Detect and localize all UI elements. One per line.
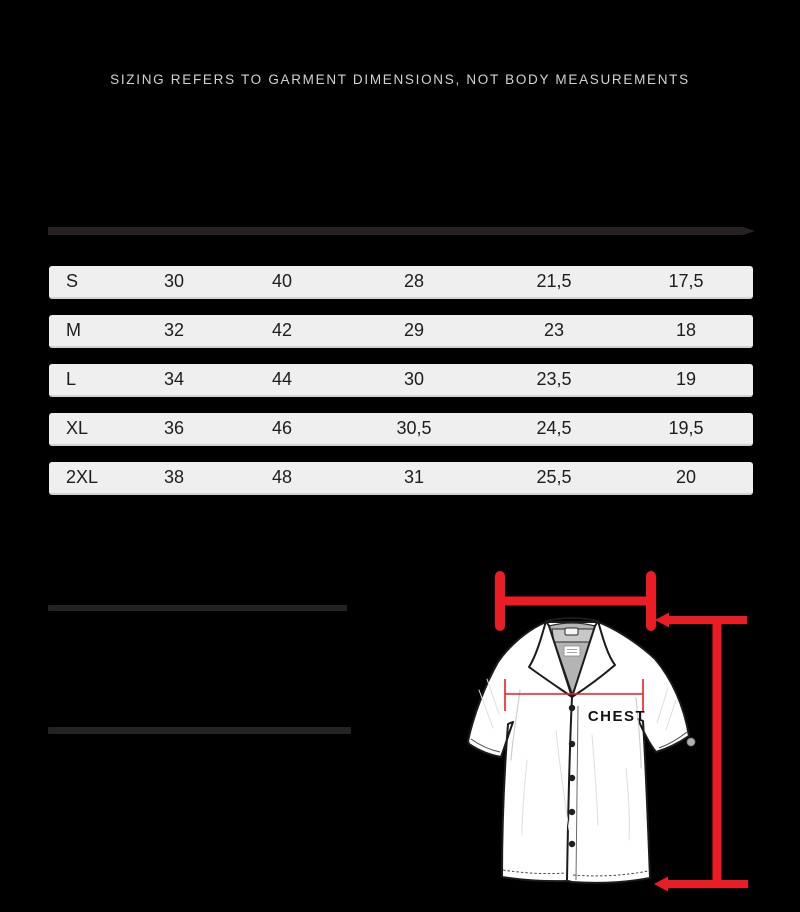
measurement-value: 44 bbox=[271, 369, 293, 389]
shirt-measurement-diagram bbox=[440, 560, 800, 912]
measurement-value: 34 bbox=[163, 369, 185, 389]
length-measure-line bbox=[654, 613, 748, 892]
table-top-divider bbox=[48, 227, 755, 235]
neck-label bbox=[564, 646, 580, 656]
button bbox=[569, 841, 575, 847]
hanging-loop bbox=[565, 628, 578, 635]
sizing-disclaimer-text: SIZING REFERS TO GARMENT DIMENSIONS, NOT BODY MEASUREMENTS bbox=[110, 72, 690, 87]
measurement-value: 42 bbox=[271, 320, 293, 340]
measurement-value: 48 bbox=[271, 467, 293, 487]
button bbox=[569, 809, 575, 815]
table-row bbox=[49, 266, 753, 299]
table-row bbox=[49, 315, 753, 348]
footnote-divider-2 bbox=[48, 727, 351, 734]
shirt-illustration bbox=[468, 618, 695, 883]
measurement-value: 20 bbox=[675, 467, 697, 487]
measurement-value: 31 bbox=[403, 467, 425, 487]
measurement-value: 38 bbox=[163, 467, 185, 487]
size-label: 2XL bbox=[66, 467, 99, 487]
measurement-value: 46 bbox=[271, 418, 293, 438]
measurement-value: 32 bbox=[163, 320, 185, 340]
sleeve-tag bbox=[687, 738, 695, 746]
chest-label: CHEST bbox=[587, 708, 647, 725]
measurement-value: 30 bbox=[163, 271, 185, 291]
table-row bbox=[49, 462, 753, 495]
measurement-value: 19,5 bbox=[668, 418, 704, 438]
measurement-value: 36 bbox=[163, 418, 185, 438]
measurement-value: 25,5 bbox=[536, 467, 572, 487]
measurement-value: 24,5 bbox=[536, 418, 572, 438]
measurement-value: 17,5 bbox=[668, 271, 704, 291]
button bbox=[569, 775, 575, 781]
button bbox=[569, 741, 575, 747]
measurement-value: 40 bbox=[271, 271, 293, 291]
measurement-value: 28 bbox=[403, 271, 425, 291]
measurement-value: 21,5 bbox=[536, 271, 572, 291]
size-label: M bbox=[66, 320, 81, 340]
measurement-value: 30 bbox=[403, 369, 425, 389]
measurement-value: 18 bbox=[675, 320, 697, 340]
size-label: L bbox=[66, 369, 77, 389]
footnote-divider-1 bbox=[48, 605, 347, 611]
measurement-value: 23,5 bbox=[536, 369, 572, 389]
size-label: S bbox=[66, 271, 79, 291]
measurement-value: 29 bbox=[403, 320, 425, 340]
table-row bbox=[49, 364, 753, 397]
measurement-value: 30,5 bbox=[396, 418, 432, 438]
size-label: XL bbox=[66, 418, 89, 438]
table-row bbox=[49, 413, 753, 446]
measurement-value: 23 bbox=[543, 320, 565, 340]
button bbox=[569, 705, 575, 711]
measurement-value: 19 bbox=[675, 369, 697, 389]
